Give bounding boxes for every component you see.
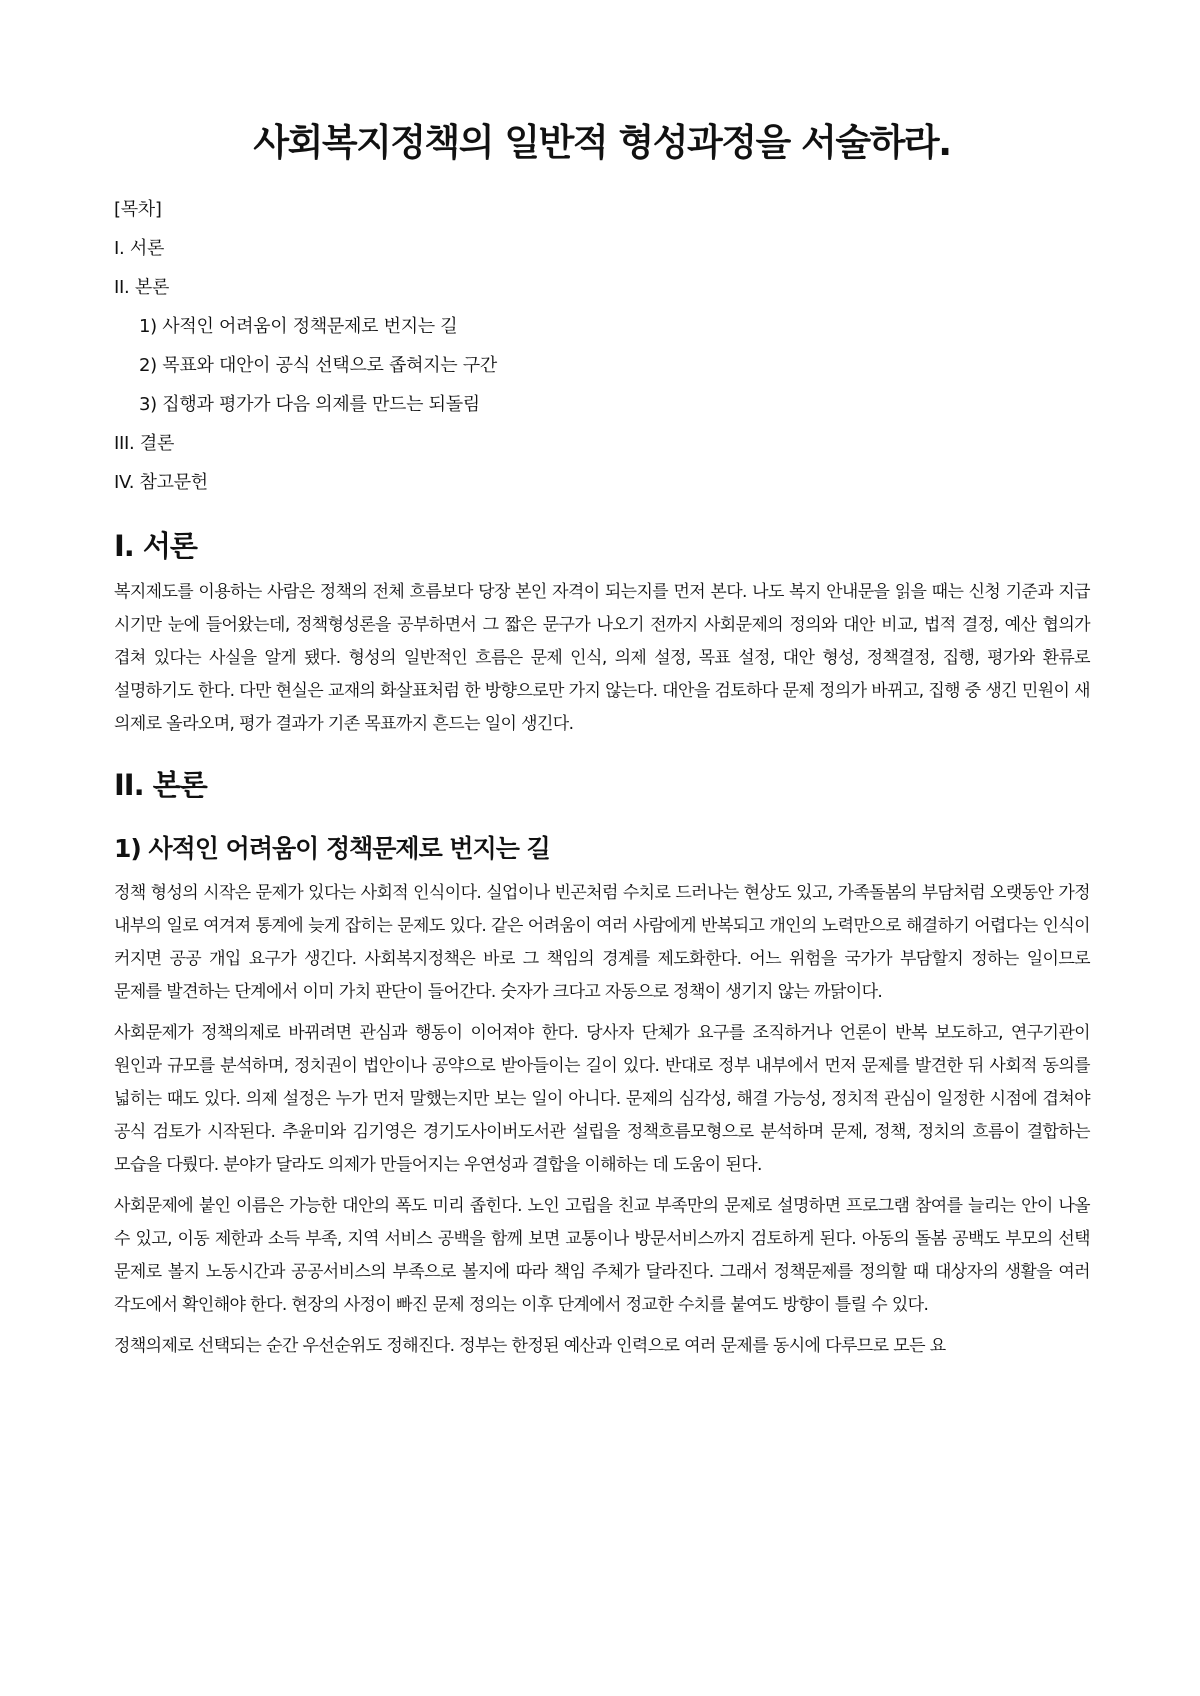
table-of-contents: [114, 190, 1090, 502]
body-heading: II. 본론: [114, 768, 207, 802]
document-title: 사회복지정책의 일반적 형성과정을 서술하라.: [253, 121, 951, 164]
body-paragraph-3: 사회문제에 붙인 이름은 가능한 대안의 폭도 미리 좁힌다. 노인 고립을 친교 부족만의 문제로 설명하면 프로그램 참여를 늘리는 안이 나올 수 있고, 이동 제한과 소득 부족, 지역 서비스 공백을 함께 보면 교통이나 방문서비스까지 검토하게 된다. 아동의 돌봄 공백도 부모의 선택 문제로 볼지 노동시간과 공공서비스의 부족으로 볼지에 따라 책임 주체가 달라진다. 그래서 정책문제를 정의할 때 대상자의 생활을 여러 각도에서 확인해야 한다. 현장의 사정이 빠진 문제 정의는 이후 단계에서 정교한 수치를 붙여도 방향이 틀릴 수 있다.: [114, 1196, 1090, 1315]
body-paragraph-2: 사회문제가 정책의제로 바뀌려면 관심과 행동이 이어져야 한다. 당사자 단체가 요구를 조직하거나 언론이 반복 보도하고, 연구기관이 원인과 규모를 분석하며, 정치권이 법안이나 공약으로 받아들이는 길이 있다. 반대로 정부 내부에서 먼저 문제를 발견한 뒤 사회적 동의를 넓히는 때도 있다. 의제 설정은 누가 먼저 말했는지만 보는 일이 아니다. 문제의 심각성, 해결 가능성, 정치적 관심이 일정한 시점에 겹쳐야 공식 검토가 시작된다. 추윤미와 김기영은 경기도사이버도서관 설립을 정책흐름모형으로 분석하며 문제, 정책, 정치의 흐름이 결합하는 모습을 다뤘다. 분야가 달라도 의제가 만들어지는 우연성과 결합을 이해하는 데 도움이 된다.: [114, 1023, 1090, 1175]
toc-item-body-3: 3) 집행과 평가가 다음 의제를 만드는 되돌림: [139, 394, 480, 415]
toc-item-intro: I. 서론: [114, 238, 165, 259]
toc-item-body-2: 2) 목표와 대안이 공식 선택으로 좁혀지는 구간: [139, 355, 497, 376]
toc-item-body: II. 본론: [114, 277, 170, 298]
toc-item-body-1: 1) 사적인 어려움이 정책문제로 번지는 길: [139, 316, 458, 337]
toc-heading: [목차]: [114, 199, 162, 220]
body-paragraph-4: 정책의제로 선택되는 순간 우선순위도 정해진다. 정부는 한정된 예산과 인력으로 여러 문제를 동시에 다루므로 모든 요: [114, 1336, 946, 1356]
intro-heading: I. 서론: [114, 529, 197, 563]
toc-item-references: IV. 참고문헌: [114, 472, 208, 493]
intro-paragraph: 복지제도를 이용하는 사람은 정책의 전체 흐름보다 당장 본인 자격이 되는지를 먼저 본다. 나도 복지 안내문을 읽을 때는 신청 기준과 지급 시기만 눈에 들어왔는데, 정책형성론을 공부하면서 그 짧은 문구가 나오기 전까지 사회문제의 정의와 대안 비교, 법적 결정, 예산 협의가 겹쳐 있다는 사실을 알게 됐다. 형성의 일반적인 흐름은 문제 인식, 의제 설정, 목표 설정, 대안 형성, 정책결정, 집행, 평가와 환류로 설명하기도 한다. 다만 현실은 교재의 화살표처럼 한 방향으로만 가지 않는다. 대안을 검토하다 문제 정의가 바뀌고, 집행 중 생긴 민원이 새 의제로 올라오며, 평가 결과가 기존 목표까지 흔드는 일이 생긴다.: [114, 582, 1090, 734]
subsection-1-heading: 1) 사적인 어려움이 정책문제로 번지는 길: [114, 834, 550, 863]
body-paragraph-1: 정책 형성의 시작은 문제가 있다는 사회적 인식이다. 실업이나 빈곤처럼 수치로 드러나는 현상도 있고, 가족돌봄의 부담처럼 오랫동안 가정 내부의 일로 여겨져 통계에 늦게 잡히는 문제도 있다. 같은 어려움이 여러 사람에게 반복되고 개인의 노력만으로 해결하기 어렵다는 인식이 커지면 공공 개입 요구가 생긴다. 사회복지정책은 바로 그 책임의 경계를 제도화한다. 어느 위험을 국가가 부담할지 정하는 일이므로 문제를 발견하는 단계에서 이미 가치 판단이 들어간다. 숫자가 크다고 자동으로 정책이 생기지 않는 까닭이다.: [114, 883, 1090, 1002]
toc-item-conclusion: III. 결론: [114, 433, 175, 454]
